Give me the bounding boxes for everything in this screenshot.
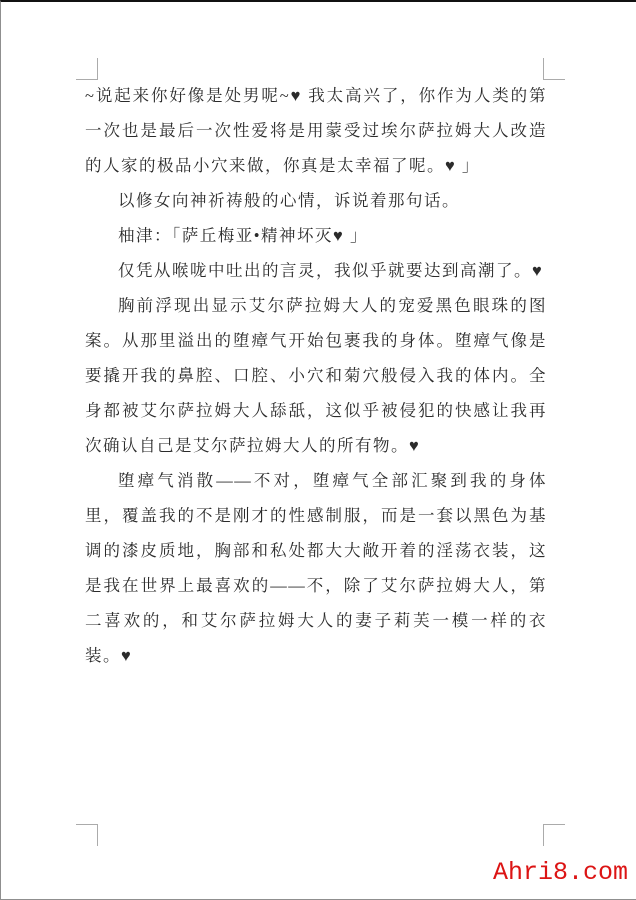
paragraph: 以修女向神祈祷般的心情，诉说着那句话。 xyxy=(118,191,460,210)
text-boundary-mark-bottom-left xyxy=(76,824,98,846)
text-boundary-mark-bottom-right xyxy=(543,824,565,846)
document-text xyxy=(85,78,547,673)
paragraph: 柚津：「萨丘梅亚•精神坏灭♥ 」 xyxy=(118,226,368,245)
paragraph: 堕瘴气消散——不对，堕瘴气全部汇聚到我的身体里，覆盖我的不是刚才的性感制服，而是一套以黑色为基调的漆皮质地，胸部和私处都大大敞开着的淫荡衣装，这是我在世界上最喜欢的——不，除了艾尔萨拉姆大人，第二喜欢的，和艾尔萨拉姆大人的妻子莉芙一模一样的衣装。♥ xyxy=(85,471,547,665)
text-boundary-mark-top-left xyxy=(76,58,98,80)
watermark: Ahri8.com xyxy=(492,858,628,887)
paragraph: 仅凭从喉咙中吐出的言灵，我似乎就要达到高潮了。♥ xyxy=(118,261,544,280)
text-boundary-mark-top-right xyxy=(543,58,565,80)
paragraph: ~说起来你好像是处男呢~♥ 我太高兴了，你作为人类的第一次也是最后一次性爱将是用蒙受过埃尔萨拉姆大人改造的人家的极品小穴来做，你真是太幸福了呢。♥ 」 xyxy=(85,86,547,175)
paragraph: 胸前浮现出显示艾尔萨拉姆大人的宠爱黑色眼珠的图案。从那里溢出的堕瘴气开始包裹我的身体。堕瘴气像是要撬开我的鼻腔、口腔、小穴和菊穴般侵入我的体内。全身都被艾尔萨拉姆大人舔舐，这似乎被侵犯的快感让我再次确认自己是艾尔萨拉姆大人的所有物。♥ xyxy=(85,296,547,455)
